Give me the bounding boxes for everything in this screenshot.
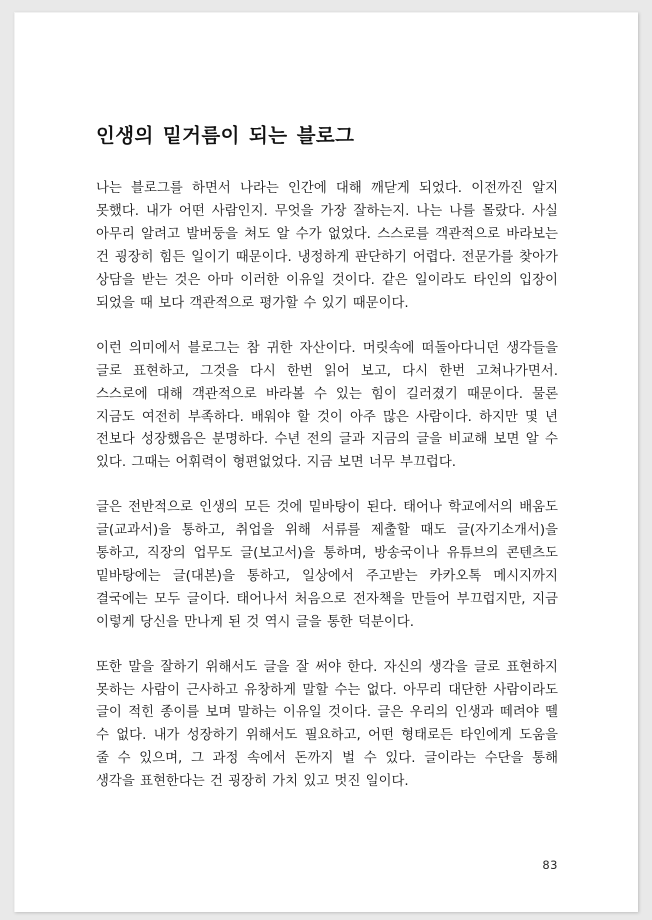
page-sheet <box>14 12 638 912</box>
body-paragraph: 나는 블로그를 하면서 나라는 인간에 대해 깨닫게 되었다. 이전까진 알지 못했다. 내가 어떤 사람인지. 무엇을 가장 잘하는지. 나는 나를 몰랐다. 사실 아무리 알려고 발버둥을 쳐도 알 수가 없었다. 스스로를 객관적으로 바라보는 건 굉장히 힘든 일이기 때문이다. 냉정하게 판단하기 어렵다. 전문가를 찾아가 상담을 받는 것은 아마 이러한 이유일 것이다. 같은 일이라도 타인의 입장이 되었을 때 보다 객관적으로 평가할 수 있기 때문이다. <box>96 181 558 311</box>
body-paragraph: 이런 의미에서 블로그는 참 귀한 자산이다. 머릿속에 떠돌아다니던 생각들을 글로 표현하고, 그것을 다시 한번 읽어 보고, 다시 한번 고쳐나가면서. 스스로에 대해 객관적으로 바라볼 수 있는 힘이 길러졌기 때문이다. 물론 지금도 여전히 부족하다. 배워야 할 것이 아주 많은 사람이다. 하지만 몇 년 전보다 성장했음은 분명하다. 수년 전의 글과 지금의 글을 비교해 보면 알 수 있다. 그때는 어휘력이 형편없었다. 지금 보면 너무 부끄럽다. <box>96 340 558 471</box>
page-title: 인생의 밑거름이 되는 블로그 <box>96 124 355 147</box>
page-number: 83 <box>542 858 558 872</box>
body-paragraph: 또한 말을 잘하기 위해서도 글을 잘 써야 한다. 자신의 생각을 글로 표현하지 못하는 사람이 근사하고 유창하게 말할 수는 없다. 아무리 대단한 사람이라도 글이 적힌 종이를 보며 말하는 이유일 것이다. 글은 우리의 인생과 떼려야 뗄 수 없다. 내가 성장하기 위해서도 필요하고, 어떤 형태로든 타인에게 도움을 줄 수 있으며, 그 과정 속에서 돈까지 벌 수 있다. 글이라는 수단을 통해 생각을 표현한다는 건 굉장히 가치 있고 멋진 일이다. <box>96 659 558 790</box>
page-content <box>96 123 558 794</box>
body-paragraph: 글은 전반적으로 인생의 모든 것에 밑바탕이 된다. 태어나 학교에서의 배움도 글(교과서)을 통하고, 취업을 위해 서류를 제출할 때도 글(자기소개서)을 통하고, 직장의 업무도 글(보고서)을 통하며, 방송국이나 유튜브의 콘텐츠도 밑바탕에는 글(대본)을 통하고, 일상에서 주고받는 카카오톡 메시지까지 결국에는 모두 글이다. 태어나서 처음으로 전자책을 만들어 부끄럽지만, 지금 이렇게 당신을 만나게 된 것 역시 글을 통한 덕분이다. <box>96 500 558 630</box>
